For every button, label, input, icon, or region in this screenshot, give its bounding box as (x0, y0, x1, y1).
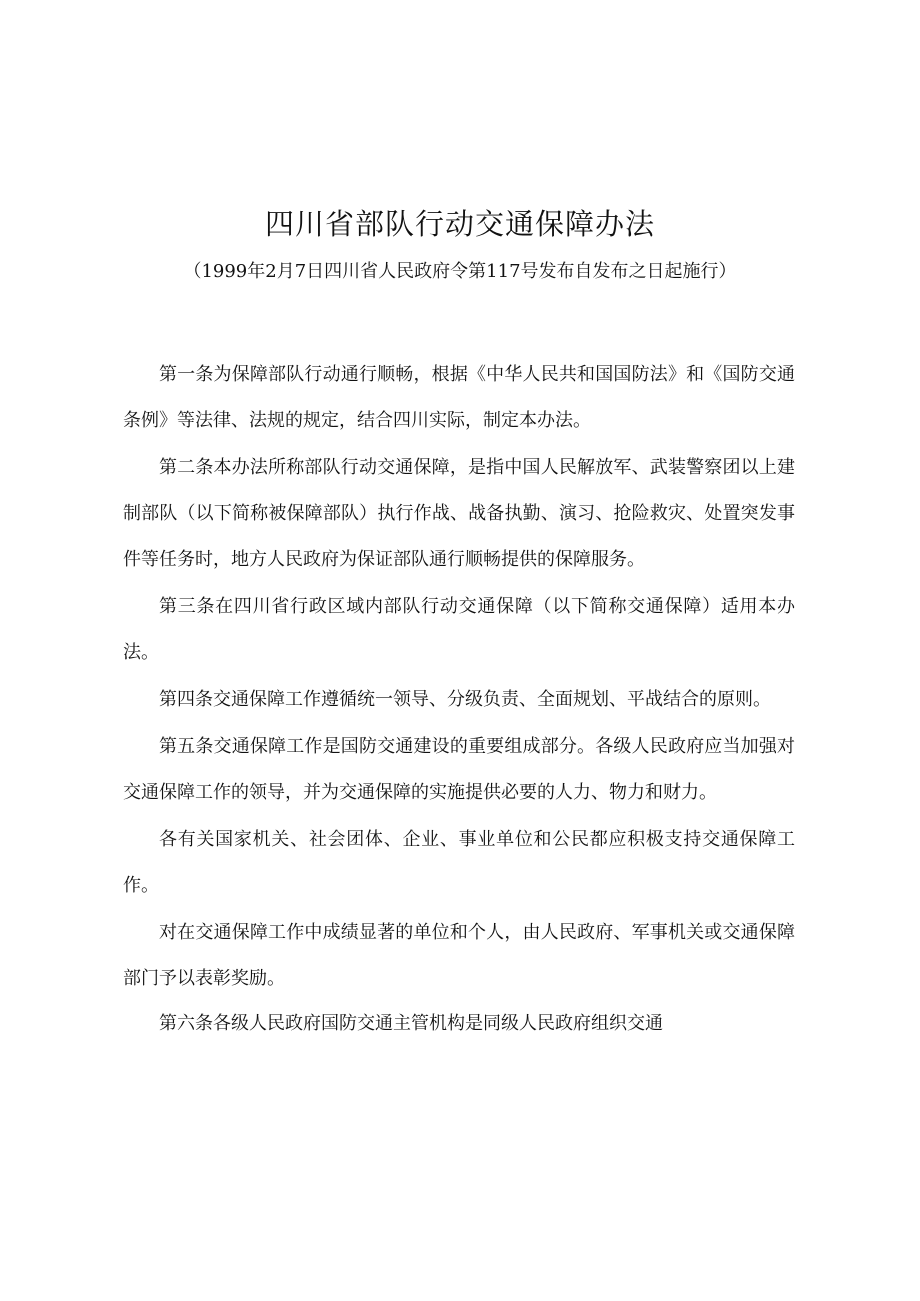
document-subtitle: （1999年2月7日四川省人民政府令第117号发布自发布之日起施行） (183, 261, 737, 282)
paragraph-article-4: 第四条交通保障工作遵循统一领导、分级负责、全面规划、平战结合的原则。 (159, 689, 771, 710)
paragraph-article-2: 第二条本办法所称部队行动交通保障，是指中国人民解放军、武装警察团以上建制部队（以下简称被保障部队）执行作战、战备执勤、演习、抢险救灾、处置突发事件等任务时，地方人民政府为保证部队通行顺畅提供的保障服务。 (123, 457, 795, 570)
document-title: 四川省部队行动交通保障办法 (264, 207, 655, 241)
paragraph-commendation: 对在交通保障工作中成绩显著的单位和个人，由人民政府、军事机关或交通保障部门予以表彰奖励。 (123, 922, 795, 989)
paragraph-article-5: 第五条交通保障工作是国防交通建设的重要组成部分。各级人民政府应当加强对交通保障工作的领导，并为交通保障的实施提供必要的人力、物力和财力。 (123, 736, 795, 803)
document-body (123, 352, 795, 1048)
paragraph-article-1: 第一条为保障部队行动通行顺畅，根据《中华人民共和国国防法》和《国防交通条例》等法律、法规的规定，结合四川实际，制定本办法。 (123, 364, 795, 431)
paragraph-support: 各有关国家机关、社会团体、企业、事业单位和公民都应积极支持交通保障工作。 (123, 829, 795, 896)
paragraph-article-3: 第三条在四川省行政区域内部队行动交通保障（以下简称交通保障）适用本办法。 (123, 596, 795, 663)
paragraph-article-6: 第六条各级人民政府国防交通主管机构是同级人民政府组织交通 (159, 1013, 663, 1034)
